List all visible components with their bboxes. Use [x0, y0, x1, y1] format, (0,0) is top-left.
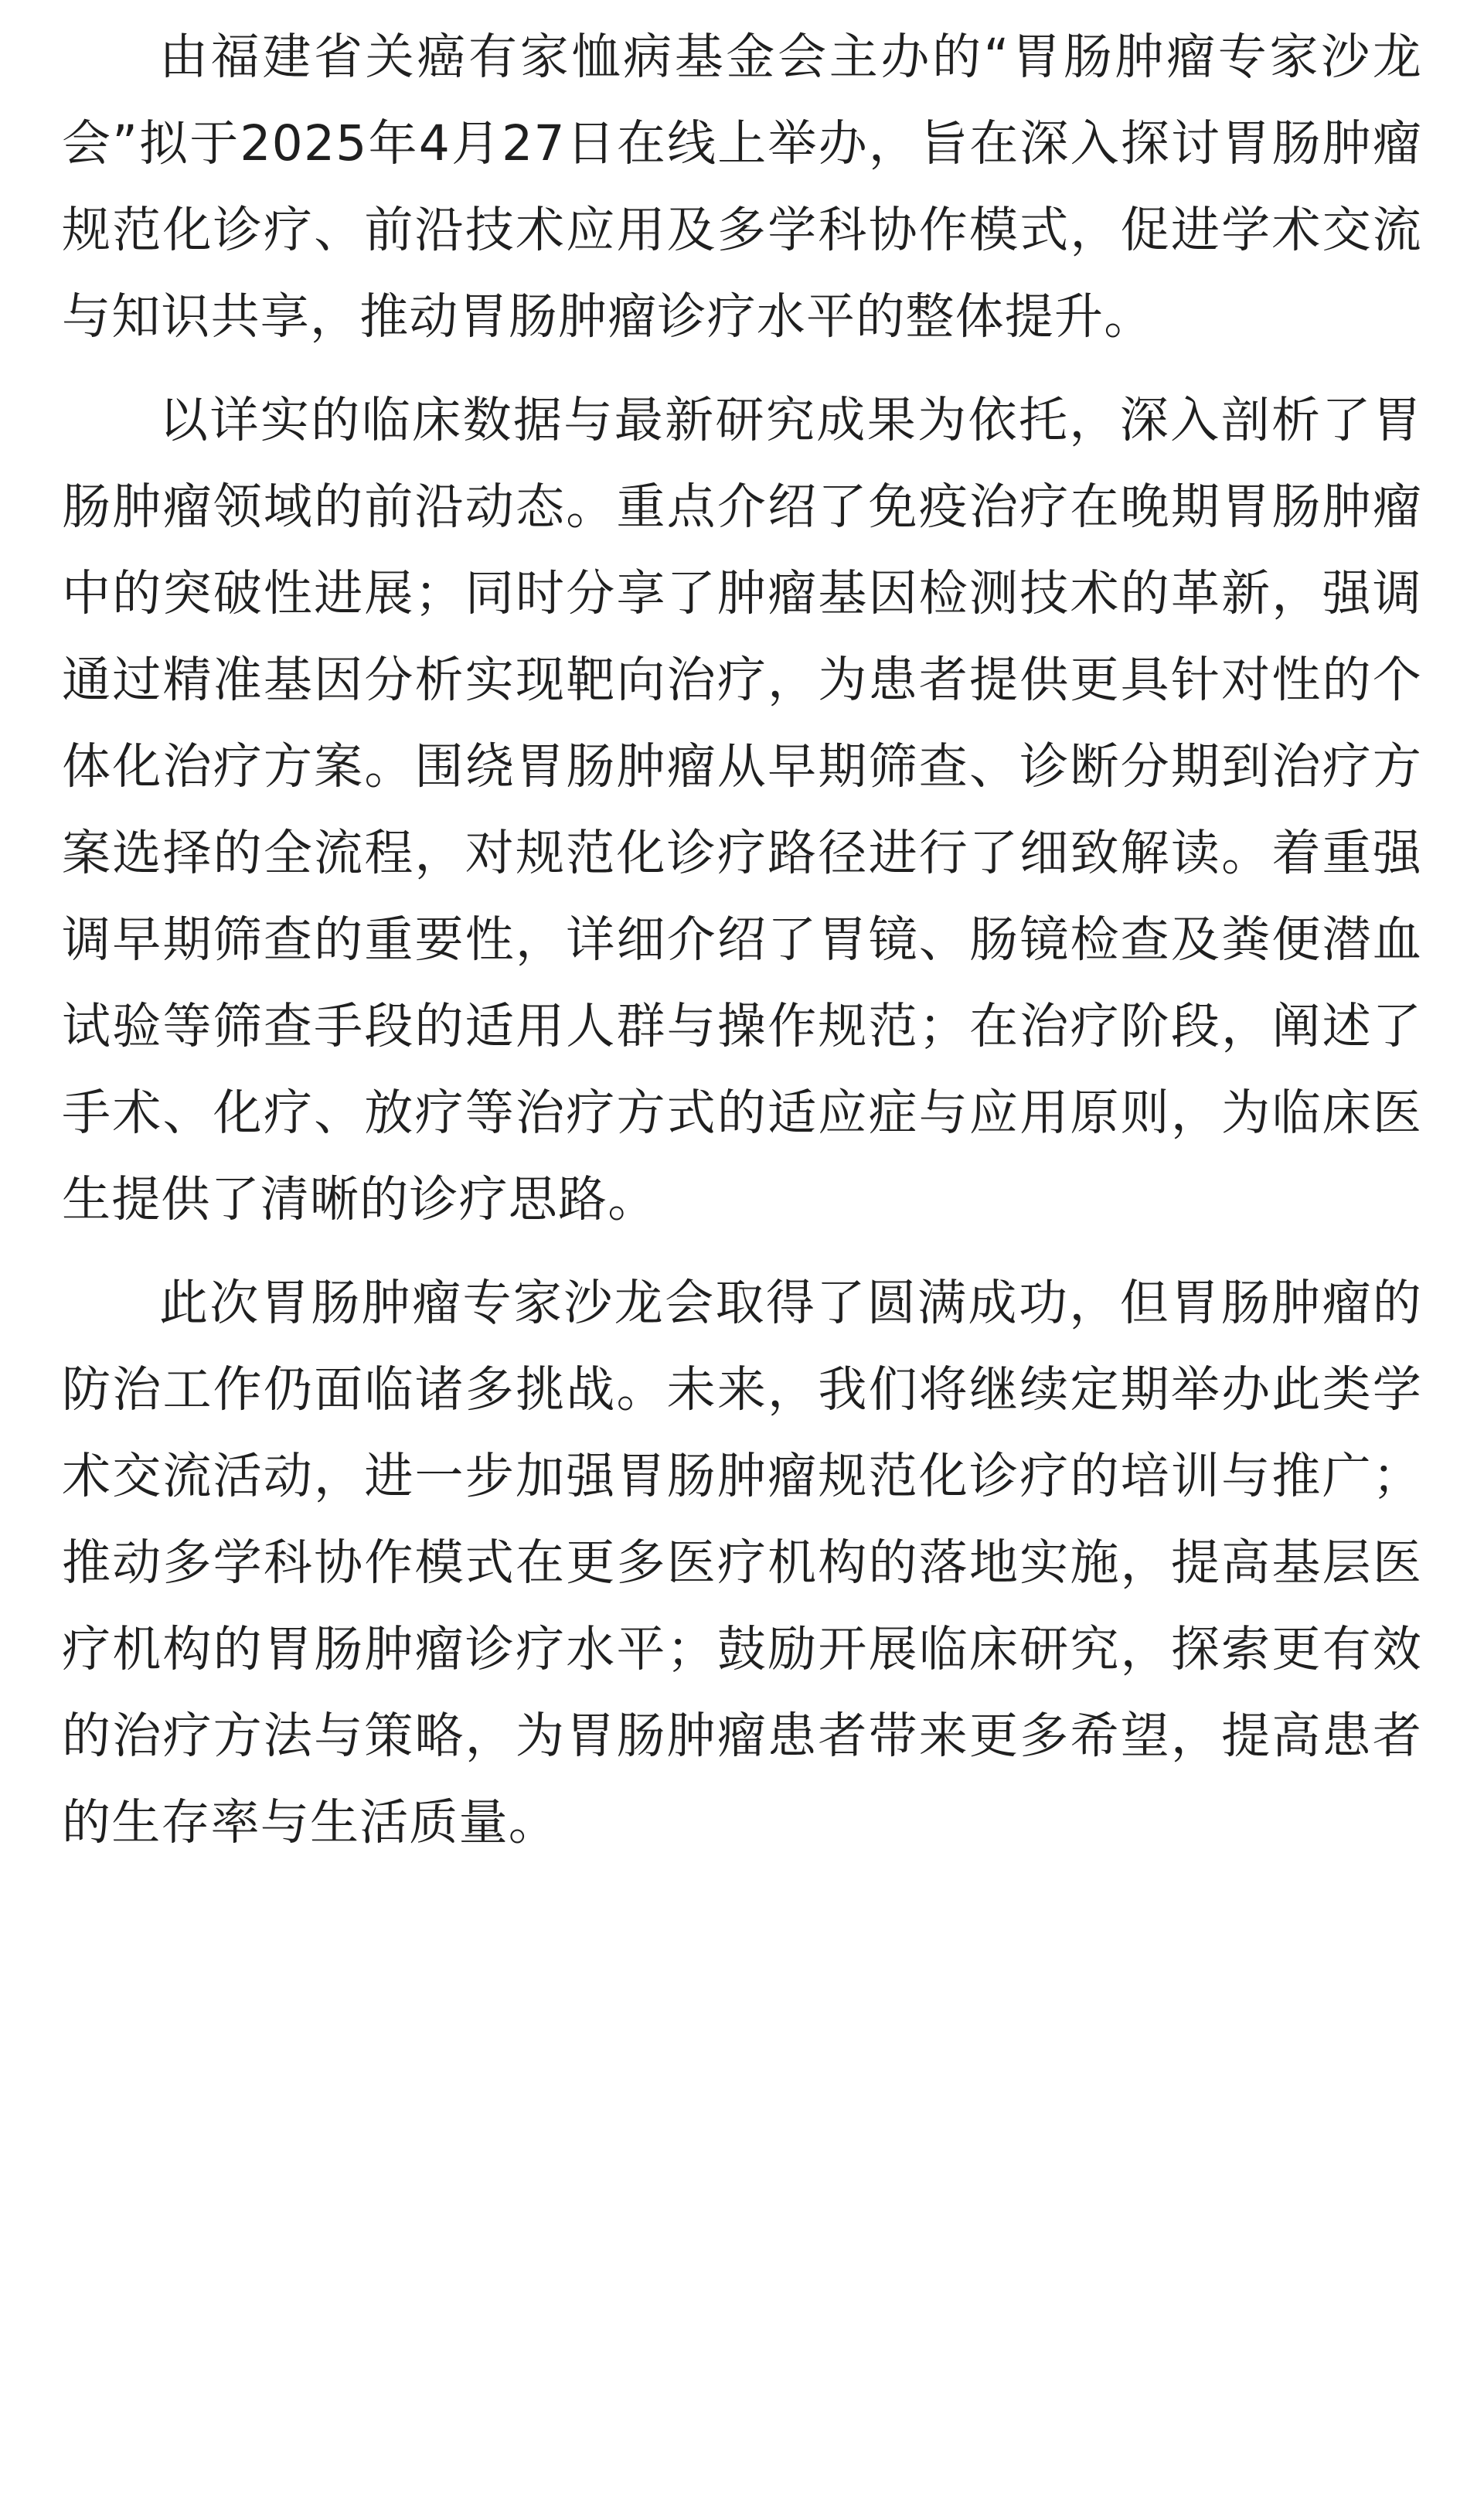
paragraph-content-summary: 以详实的临床数据与最新研究成果为依托，深入剖析了胃肠肿瘤领域的前沿动态。重点介绍了免疫治疗在晚期胃肠肿瘤中的突破性进展；同时分享了肿瘤基因检测技术的革新，强调通过精准基因分析实现靶向治疗，为患者提供更具针对性的个体化治疗方案。围绕胃肠肿瘤从早期筛查、诊断分期到治疗方案选择的全流程，对规范化诊疗路径进行了细致解读。着重强调早期筛查的重要性，详细介绍了胃镜、肠镜检查及粪便潜血试验等筛查手段的适用人群与操作规范；在治疗阶段，阐述了手术、化疗、放疗等治疗方式的适应症与应用原则，为临床医生提供了清晰的诊疗思路。: [62, 392, 1422, 1228]
article-body: [62, 14, 1422, 1883]
paragraph-event-intro: 由福建省关癌有家恤病基金会主办的“胃肠肿瘤专家沙龙会”拟于2025年4月27日在线上举办，旨在深入探讨胃肠肿瘤规范化诊疗、前沿技术应用及多学科协作模式，促进学术交流与知识共享，推动胃肠肿瘤诊疗水平的整体提升。: [62, 29, 1422, 345]
paragraph-conclusion: 此次胃肠肿瘤专家沙龙会取得了圆满成功，但胃肠肿瘤的防治工作仍面临诸多挑战。未来，我们将继续定期举办此类学术交流活动，进一步加强胃肠肿瘤规范化诊疗的培训与推广；推动多学科协作模式在更多医疗机构的落地实施，提高基层医疗机构的胃肠肿瘤诊疗水平；鼓励开展临床研究，探索更有效的治疗方法与策略，为胃肠肿瘤患者带来更多希望，提高患者的生存率与生活质量。: [62, 1275, 1422, 1851]
